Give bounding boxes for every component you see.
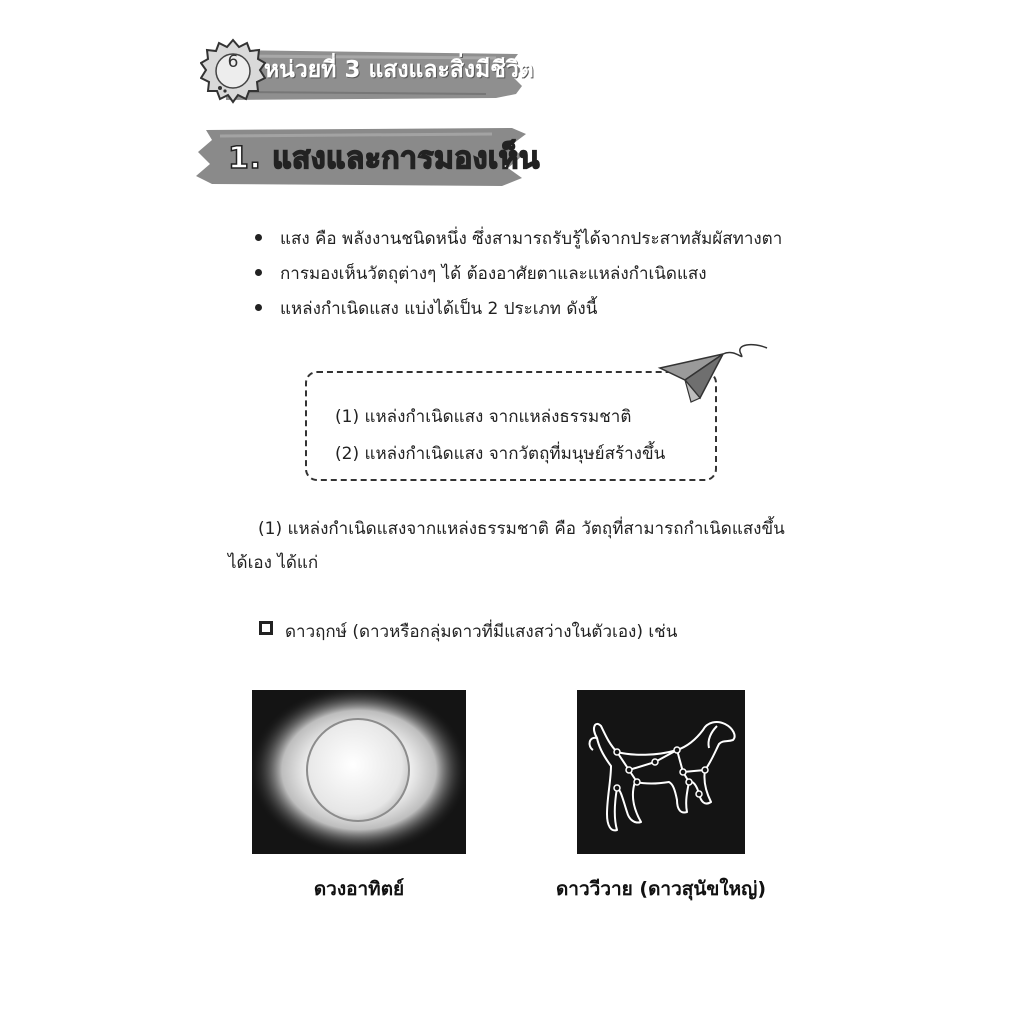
sun-caption: ดวงอาทิตย์ [313, 878, 405, 900]
source-type-man-made: (2) แหล่งกำเนิดแสง จากวัตถุที่มนุษย์สร้างขึ้น [335, 444, 666, 464]
dog-caption: ดาววีวาย (ดาวสุนัขใหญ่) [555, 878, 767, 900]
bullet-item [255, 225, 782, 252]
bullet-text: แหล่งกำเนิดแสง แบ่งได้เป็น 2 ประเภท ดังนี้ [280, 299, 598, 319]
canis-major-image [577, 690, 745, 854]
unit-title: หน่วยที่ 3 แสงและสิ่งมีชีวิต [264, 57, 534, 83]
bullet-dot-icon [255, 234, 262, 241]
example-text: ดาวฤกษ์ (ดาวหรือกลุ่มดาวที่มีแสงสว่างในตัวเอง) เช่น [285, 622, 678, 642]
sun-image [252, 690, 466, 854]
bullet-text: การมองเห็นวัตถุต่างๆ ได้ ต้องอาศัยตาและแหล่งกำเนิดแสง [280, 264, 707, 284]
page-number: 6 [227, 52, 239, 72]
bullet-item [255, 295, 597, 322]
paper-plane-icon [655, 340, 775, 410]
bullet-item [255, 260, 707, 287]
bullet-text: แสง คือ พลังงานชนิดหนึ่ง ซึ่งสามารถรับรู้ได้จากประสาทสัมผัสทางตา [280, 229, 783, 249]
section-title: 1. แสงและการมองเห็น [228, 141, 540, 176]
bullet-dot-icon [255, 304, 262, 311]
dog-constellation-illustration [577, 690, 745, 854]
paragraph-line: ได้เอง ได้แก่ [228, 553, 319, 573]
sun-illustration [252, 690, 466, 854]
square-bullet-icon [259, 621, 273, 635]
bullet-dot-icon [255, 269, 262, 276]
paragraph-line: (1) แหล่งกำเนิดแสงจากแหล่งธรรมชาติ คือ วัตถุที่สามารถกำเนิดแสงขึ้น [258, 519, 785, 539]
source-type-natural: (1) แหล่งกำเนิดแสง จากแหล่งธรรมชาติ [335, 407, 632, 427]
